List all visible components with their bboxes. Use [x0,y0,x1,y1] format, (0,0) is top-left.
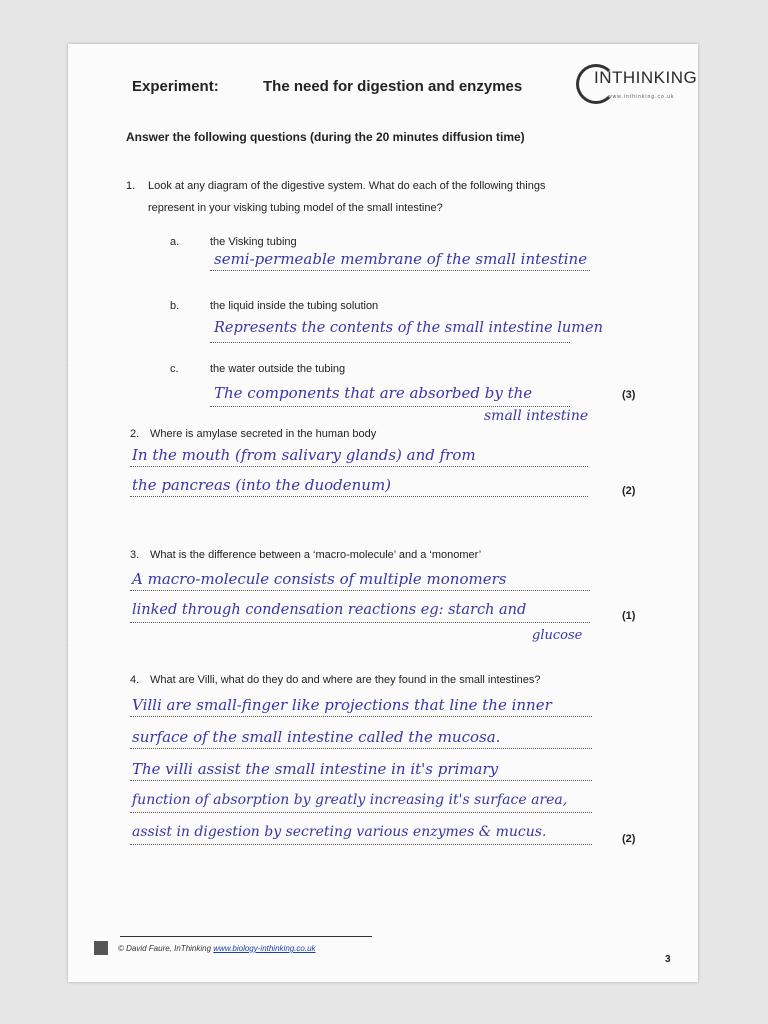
q1b-label: the liquid inside the tubing solution [210,300,379,312]
q3-marks: (1) [622,610,636,622]
q1-number: 1. [126,180,136,192]
q4-answer-line-3 [130,780,592,781]
q3-number: 3. [130,549,140,561]
q4-marks: (2) [622,833,636,845]
q3-answer-line-1-text: A macro-molecule consists of multiple monomers [132,570,507,588]
q1a-answer: semi-permeable membrane of the small intestine [214,250,588,268]
q4-answer-line-2-text: surface of the small intestine called the mucosa. [132,728,501,746]
footer-rule [120,936,372,937]
q3-text: What is the difference between a ‘macro-molecule’ and a ‘monomer’ [150,549,482,561]
q2-answer-line-2-text: the pancreas (into the duodenum) [132,476,392,494]
q1c-answer-line [210,406,570,407]
q4-answer-line-4-text: function of absorption by greatly increasing it's surface area, [132,792,568,808]
q1a-answer-line [210,270,590,271]
q2-number: 2. [130,428,140,440]
q2-marks: (2) [622,485,636,497]
footer-copyright-text: © David Faure, InThinking [118,944,212,953]
q4-answer-line-5 [130,844,592,845]
footer-copyright [118,944,316,953]
q1b-letter: b. [170,300,180,312]
q4-answer-line-1 [130,716,592,717]
q3-answer-continued: glucose [532,628,583,643]
page-number: 3 [665,954,671,965]
q1-text-line1: Look at any diagram of the digestive system. What do each of the following things [148,180,546,192]
logo-text: INTHINKING [594,68,698,87]
q4-answer-line-2 [130,748,592,749]
q1b-answer-line [210,342,570,343]
q1c-answer: The components that are absorbed by the [214,384,533,402]
instruction: Answer the following questions (during the 20 minutes diffusion time) [126,130,525,144]
q3-answer-line-1 [130,590,590,591]
q1-text-line2: represent in your visking tubing model of the small intestine? [148,202,443,214]
q3-answer-line-2-text: linked through condensation reactions eg: starch and [132,602,527,618]
q3-answer-line-2 [130,622,590,623]
q2-answer-line-1 [130,466,588,467]
q2-answer-line-1-text: In the mouth (from salivary glands) and from [132,446,476,464]
q1a-label: the Visking tubing [210,236,297,248]
q1c-label: the water outside the tubing [210,363,346,375]
footer-link[interactable]: www.biology-inthinking.co.uk [213,944,316,953]
q4-answer-line-5-text: assist in digestion by secreting various enzymes & mucus. [132,824,547,840]
worksheet-page [68,44,698,982]
experiment-label: Experiment: [132,78,219,95]
q4-number: 4. [130,674,140,686]
q2-text: Where is amylase secreted in the human body [150,428,377,440]
logo-url: www.inthinking.co.uk [608,94,675,100]
inthinking-logo [576,60,696,110]
q1b-answer: Represents the contents of the small intestine lumen [214,320,603,336]
q2-answer-line-2 [130,496,588,497]
q1-marks: (3) [622,389,636,401]
q4-text: What are Villi, what do they do and where are they found in the small intestines? [150,674,541,686]
q1c-letter: c. [170,363,179,375]
page-title: The need for digestion and enzymes [263,78,523,95]
q4-answer-line-3-text: The villi assist the small intestine in it's primary [132,760,499,778]
q4-answer-line-1-text: Villi are small-finger like projections that line the inner [132,696,552,714]
q1c-answer-continued: small intestine [484,408,589,424]
q4-answer-line-4 [130,812,592,813]
q1a-letter: a. [170,236,180,248]
footer-square-icon [94,941,108,955]
